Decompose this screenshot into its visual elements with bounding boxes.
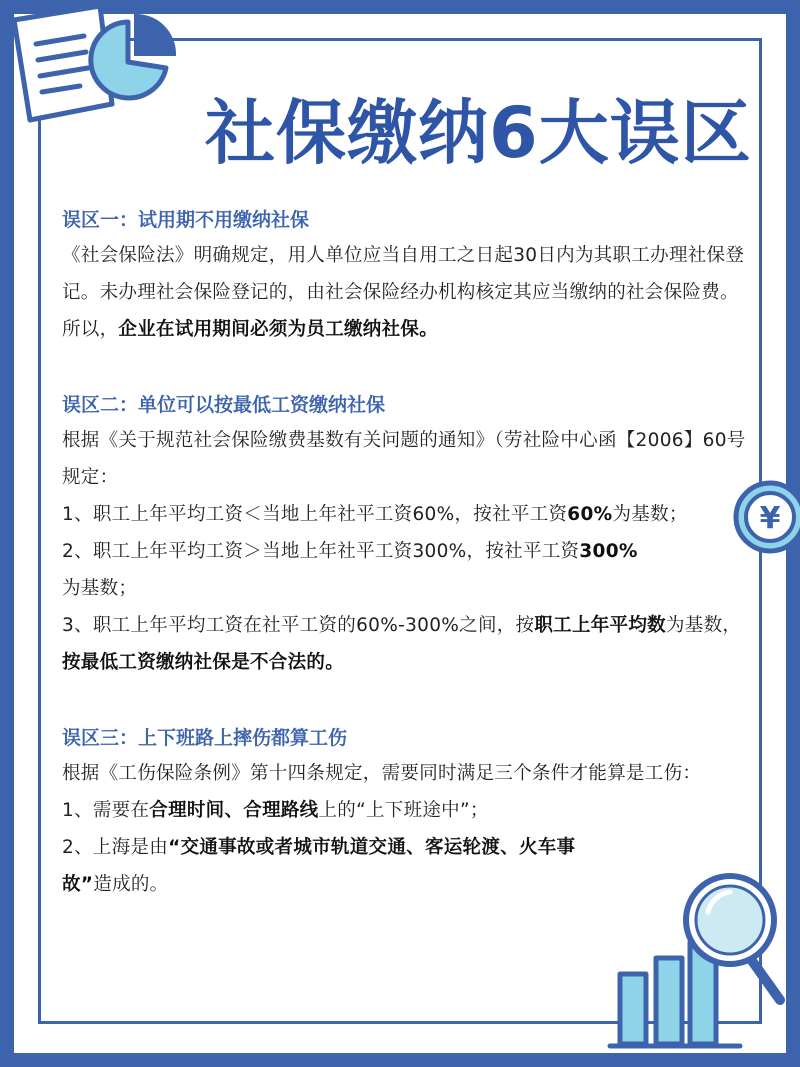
list-item	[62, 607, 752, 681]
paragraph	[62, 237, 752, 348]
list-item	[62, 496, 752, 533]
list-item	[62, 829, 622, 903]
bold-text: “交通事故或者城市轨道交通、客运轮渡、火车事故”	[62, 837, 576, 895]
text-span: 上的“上下班途中”；	[318, 800, 489, 821]
text-span: 《社会保险法》明确规定，用人单位应当自用工之日起30日内为其职工办理社保登记。未办理社会保险登记的，由社会保险经办机构核定其应当缴纳的社会保险费。所以，	[62, 245, 745, 340]
bold-text: 300%	[579, 541, 638, 562]
section-myth-3	[62, 721, 752, 903]
text-span: 造成的。	[93, 874, 169, 895]
bold-conclusion: 按最低工资缴纳社保是不合法的。	[62, 652, 345, 673]
paragraph-intro: 根据《工伤保险条例》第十四条规定，需要同时满足三个条件才能算是工伤：	[62, 763, 702, 784]
article-body	[62, 203, 752, 943]
paragraph-intro: 根据《关于规范社会保险缴费基数有关问题的通知》（劳社险中心函【2006】60号规定：	[62, 430, 746, 488]
list-item	[62, 792, 752, 829]
bold-text: 合理时间、合理路线	[149, 800, 319, 821]
text-span: 2、上海是由	[62, 837, 169, 858]
yen-symbol: ¥	[759, 501, 781, 536]
document-pie-chart-icon	[0, 0, 190, 135]
text-span: 3、职工上年平均工资在社平工资的60%-300%之间，按	[62, 615, 535, 636]
bold-text: 职工上年平均数	[534, 615, 666, 636]
text-span: 2、职工上年平均工资＞当地上年社平工资300%，按社平工资	[62, 541, 580, 562]
section-heading: 误区二：单位可以按最低工资缴纳社保	[62, 394, 386, 416]
list-item	[62, 533, 752, 607]
section-heading: 误区三：上下班路上摔伤都算工伤	[62, 727, 348, 749]
section-myth-2	[62, 388, 752, 681]
text-span: 为基数，	[665, 615, 742, 636]
section-heading: 误区一：试用期不用缴纳社保	[62, 209, 310, 231]
section-myth-1	[62, 203, 752, 348]
bold-text: 60%	[567, 504, 613, 525]
page-title: 社保缴纳6大误区	[205, 92, 752, 174]
text-span: 1、需要在	[62, 800, 150, 821]
text-span: 1、职工上年平均工资＜当地上年社平工资60%，按社平工资	[62, 504, 568, 525]
text-span: 为基数；	[62, 578, 138, 599]
text-span: 为基数；	[612, 504, 688, 525]
bold-conclusion: 企业在试用期间必须为员工缴纳社保。	[118, 319, 439, 340]
